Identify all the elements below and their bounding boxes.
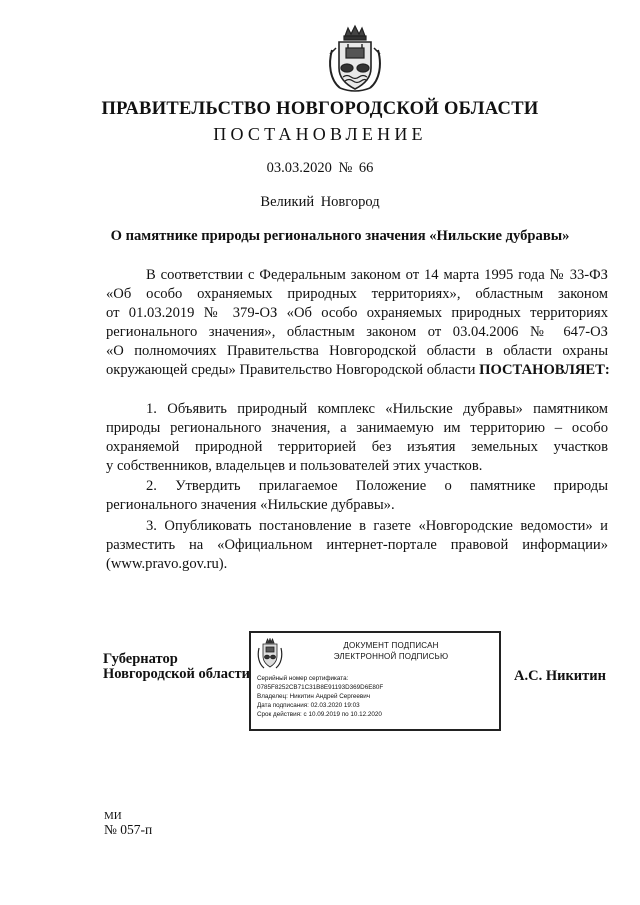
decree-item-3 [106,517,608,574]
item1-line: природы регионального значения, а занимаемую им территорию – особо [106,420,608,436]
document-subject: О памятнике природы регионального значения «Нильские дубравы» [110,228,570,244]
signer-name: А.С. Никитин [514,668,606,684]
stamp-details [257,674,497,719]
item2-line: регионального значения «Нильские дубравы». [106,497,395,513]
stamp-heading-line: ЭЛЕКТРОННОЙ ПОДПИСЬЮ [333,652,449,661]
stamp-serial-label: Серийный номер сертификата: [257,675,349,682]
stamp-emblem-icon [257,638,283,670]
stamp-owner: Владелец: Никитин Андрей Сергеевич [257,693,371,700]
item3-line: разместить на «Официальном интернет-портале правовой информации» [106,537,608,553]
item1-line: 1. Объявить природный комплекс «Нильские дубравы» памятником [146,401,608,417]
preamble-line: от 01.03.2019 № 379-ОЗ «Об особо охраняемых природных территориях [106,305,608,321]
document-date-number: 03.03.2020 № 66 [266,160,374,176]
decree-keyword: ПОСТАНОВЛЯЕТ: [479,362,610,378]
government-title: ПРАВИТЕЛЬСТВО НОВГОРОДСКОЙ ОБЛАСТИ [101,99,539,119]
stamp-heading [291,640,491,662]
preamble-line: В соответствии с Федеральным законом от 14 марта 1995 года № 33-ФЗ [146,267,608,283]
document-footer [104,810,152,836]
coat-of-arms-icon [326,24,384,94]
signatory-title [103,652,250,682]
preamble-line: окружающей среды» Правительство Новгородской области [106,362,476,378]
decree-item-1 [106,400,608,476]
stamp-signed-date: Дата подписания: 02.03.2020 19:03 [257,702,360,709]
item1-line: охраняемой природной территорией без изъятия земельных участков [106,439,608,455]
preamble-line: «Об особо охраняемых природных территориях», областным законом [106,286,608,302]
preamble-line: регионального значения», областным законом от 03.04.2006 № 647-ОЗ [106,324,608,340]
decree-item-2 [106,477,608,515]
document-city: Великий Новгород [260,194,380,210]
preamble-line: «О полномочиях Правительства Новгородской области в области охраны [106,343,608,359]
footer-initials: МИ [104,810,122,822]
item2-line: 2. Утвердить прилагаемое Положение о памятнике природы [146,478,608,494]
document-type: ПОСТАНОВЛЕНИЕ [213,124,427,144]
electronic-signature-stamp [249,631,501,731]
stamp-validity: Срок действия: с 10.09.2019 по 10.12.2020 [257,711,382,718]
footer-number: № 057-п [104,822,153,837]
item1-line: у собственников, владельцев и пользователей этих участков. [106,458,483,474]
stamp-heading-line: ДОКУМЕНТ ПОДПИСАН [343,641,439,650]
signatory-title-line: Новгородской области [103,666,250,682]
stamp-serial: 0785F8252CB71C31B8E91193D369D6E80F [257,684,384,691]
signatory-title-line: Губернатор [103,651,178,667]
preamble-last-line [106,361,608,380]
item3-line: (www.pravo.gov.ru). [106,556,228,572]
item3-line: 3. Опубликовать постановление в газете «Новгородские ведомости» и [146,518,608,534]
preamble-paragraph [106,266,608,380]
